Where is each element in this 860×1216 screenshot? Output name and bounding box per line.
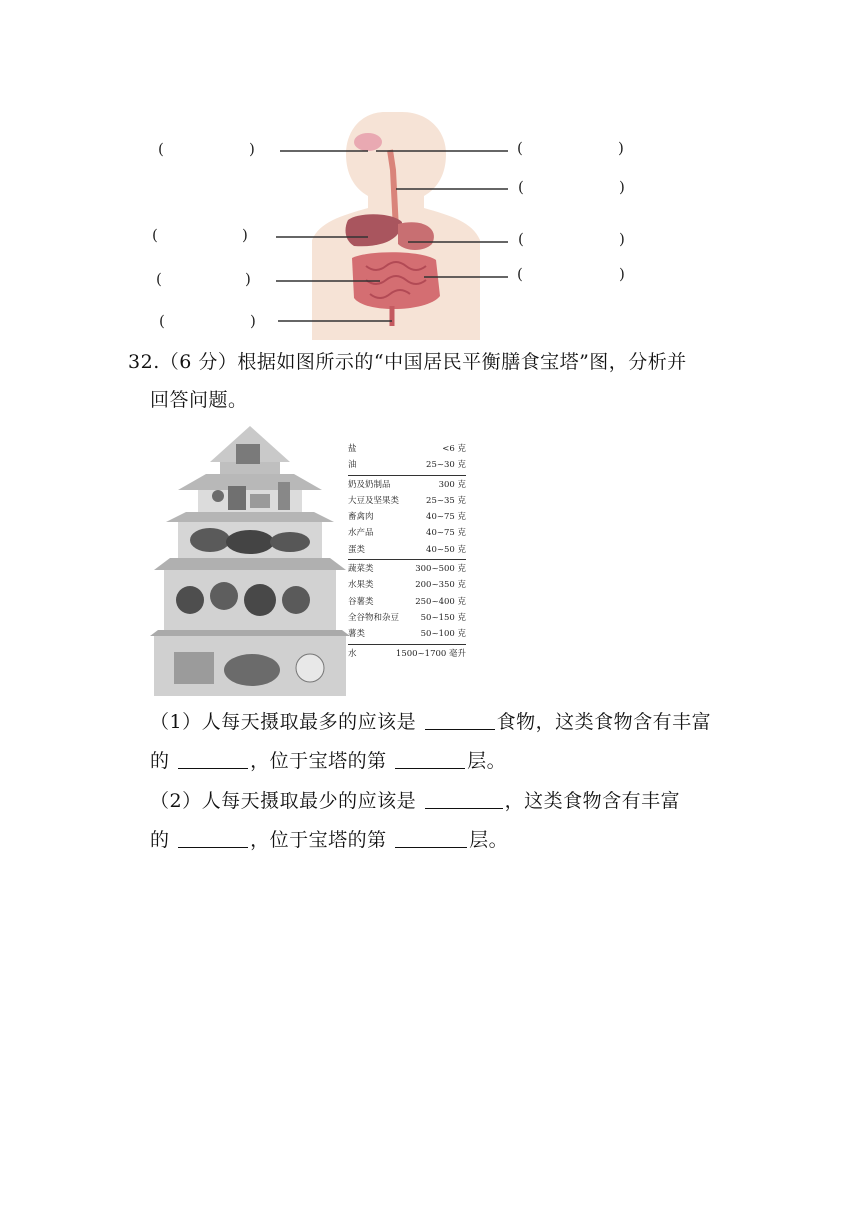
question-prompt-line2: 回答问题。 (150, 389, 248, 411)
table-row: 奶及奶制品 300 克 (348, 479, 466, 490)
sub-question-2-line1 (150, 782, 740, 820)
right-label-4-open: ( (517, 265, 523, 283)
table-row: 大豆及坚果类 25~35 克 (348, 495, 466, 506)
left-label-1-open: ( (158, 140, 164, 158)
left-label-4-close: ) (250, 312, 256, 330)
right-label-2-close: ) (619, 178, 625, 196)
left-label-1-close: ) (249, 140, 255, 158)
digestive-system-figure (140, 100, 660, 340)
sub-question-1-line1 (150, 703, 740, 741)
right-label-2-open: ( (518, 178, 524, 196)
right-label-1-open: ( (517, 139, 523, 157)
table-row: 薯类 50~100 克 (348, 629, 466, 640)
table-divider (348, 475, 466, 476)
right-label-3-open: ( (518, 230, 524, 248)
diet-pyramid-figure (150, 424, 480, 698)
right-label-3-close: ) (619, 230, 625, 248)
q2-answer-blank-2[interactable] (178, 829, 248, 848)
table-divider (348, 644, 466, 645)
q1-text-c: 的 (150, 750, 170, 772)
table-row: 水果类 200~350 克 (348, 580, 466, 591)
table-row: 水 1500~1700 毫升 (348, 648, 466, 659)
q1-text-a: （1）人每天摄取最多的应该是 (150, 711, 417, 733)
table-row: 蔬菜类 300~500 克 (348, 564, 466, 575)
left-label-2-close: ) (242, 226, 248, 244)
q1-answer-blank-2[interactable] (178, 750, 248, 769)
q2-answer-blank-1[interactable] (425, 790, 503, 809)
diet-pyramid-table (348, 441, 466, 662)
q2-text-b: ，这类食物含有丰富 (504, 790, 681, 812)
q1-text-d: ，位于宝塔的第 (250, 750, 387, 772)
table-row: 油 25~30 克 (348, 460, 466, 471)
q1-text-e: 层。 (467, 750, 507, 772)
q2-text-a: （2）人每天摄取最少的应该是 (150, 790, 417, 812)
sub-question-1-line2 (150, 742, 740, 780)
left-label-4-open: ( (159, 312, 165, 330)
table-row: 畜禽肉 40~75 克 (348, 512, 466, 523)
q1-answer-blank-3[interactable] (395, 750, 465, 769)
table-divider (348, 559, 466, 560)
q2-answer-blank-3[interactable] (395, 829, 467, 848)
q2-text-d: ，位于宝塔的第 (250, 829, 387, 851)
table-row: 盐 <6 克 (348, 444, 466, 454)
diet-pyramid-illustration (150, 424, 350, 698)
left-label-3-open: ( (156, 270, 162, 288)
digestive-system-illustration (140, 100, 660, 340)
question-score: （6 分） (159, 351, 238, 373)
table-row: 全谷物和杂豆 50~150 克 (348, 612, 466, 623)
q1-answer-blank-1[interactable] (425, 711, 495, 730)
question-prompt-line1: 根据如图所示的“中国居民平衡膳食宝塔”图，分析并 (237, 351, 687, 373)
q2-text-c: 的 (150, 829, 170, 851)
q2-text-e: 层。 (469, 829, 509, 851)
table-row: 谷薯类 250~400 克 (348, 596, 466, 607)
q1-text-b: 食物，这类食物含有丰富 (496, 711, 712, 733)
right-label-4-close: ) (619, 265, 625, 283)
question-number: 32 (128, 351, 154, 373)
left-label-2-open: ( (152, 226, 158, 244)
sub-question-2-line2 (150, 821, 740, 859)
table-row: 蛋类 40~50 克 (348, 544, 466, 555)
left-label-3-close: ) (245, 270, 251, 288)
right-label-1-close: ) (618, 139, 624, 157)
question-32-heading: 32.（6 分）根据如图所示的“中国居民平衡膳食宝塔”图，分析并 (128, 351, 687, 373)
table-row: 水产品 40~75 克 (348, 528, 466, 539)
